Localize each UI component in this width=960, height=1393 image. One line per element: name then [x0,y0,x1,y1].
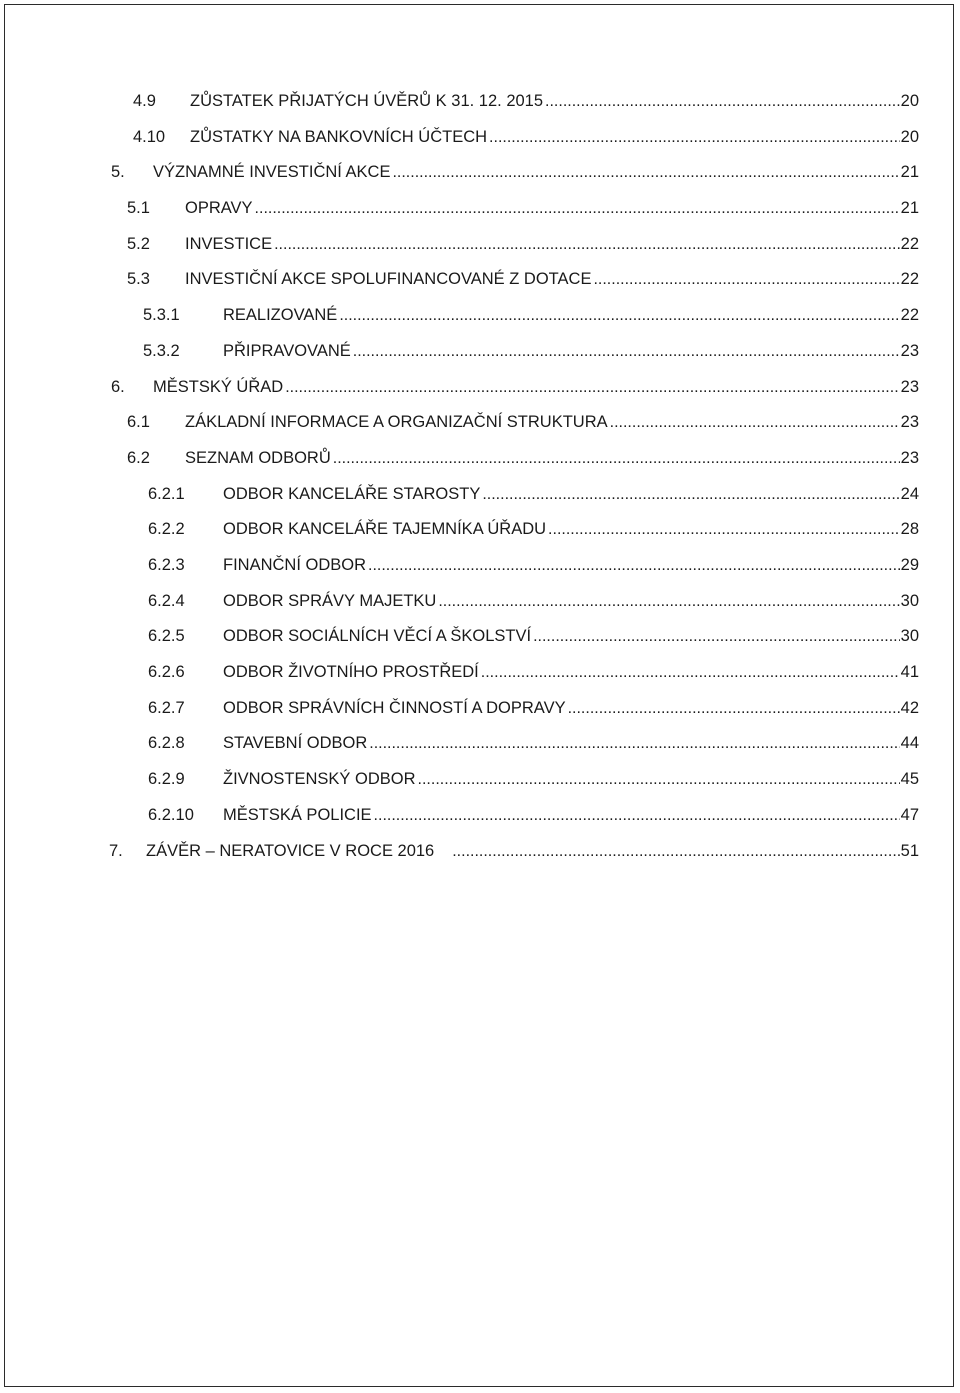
toc-entry-page: 51 [900,842,919,860]
toc-dot-leader [255,198,900,219]
toc-entry-number: 5.3 [127,270,150,288]
toc-entry[interactable] [127,198,919,219]
toc-entry-title: ŽIVNOSTENSKÝ ODBOR [223,770,416,788]
toc-entry[interactable] [148,805,919,826]
toc-entry-page: 20 [900,128,919,146]
document-page [4,4,954,1387]
toc-dot-leader [489,127,900,148]
toc-entry-page: 21 [900,199,919,217]
toc-entry-number: 6.2.6 [148,663,185,681]
toc-entry-page: 47 [900,806,919,824]
toc-entry-number: 6.2.5 [148,627,185,645]
toc-dot-leader [285,377,899,398]
toc-entry-number: 6.2.2 [148,520,185,538]
toc-entry-page: 23 [900,342,919,360]
toc-entry-number: 6.2 [127,449,150,467]
toc-entry[interactable] [148,519,919,540]
toc-entry[interactable] [148,769,919,790]
toc-entry-number: 6.2.1 [148,485,185,503]
toc-dot-leader [610,412,900,433]
toc-entry-number: 6.1 [127,413,150,431]
toc-entry-title: ZŮSTATKY NA BANKOVNÍCH ÚČTECH [190,128,488,146]
toc-entry[interactable] [143,305,919,326]
toc-entry-number: 4.10 [133,128,166,146]
toc-entry-title: INVESTIČNÍ AKCE SPOLUFINANCOVANÉ Z DOTACE [185,270,592,288]
toc-entry[interactable] [111,377,919,398]
toc-entry-title: INVESTICE [185,235,273,253]
toc-entry-number: 5.2 [127,235,150,253]
toc-entry-number: 5. [111,163,125,181]
toc-entry-page: 22 [900,306,919,324]
toc-dot-leader [368,555,900,576]
toc-entry[interactable] [148,698,919,719]
toc-entry-number: 6.2.3 [148,556,185,574]
toc-entry-title: SEZNAM ODBORŮ [185,449,331,467]
toc-entry[interactable] [133,127,919,148]
toc-dot-leader [333,448,900,469]
toc-dot-leader [481,662,900,683]
toc-entry-page: 28 [900,520,919,538]
toc-entry[interactable] [127,269,919,290]
toc-entry[interactable] [109,841,919,862]
toc-entry[interactable] [127,234,919,255]
toc-entry-page: 30 [900,627,919,645]
toc-entry-title: ODBOR SPRÁVY MAJETKU [223,592,437,610]
toc-entry-title: ODBOR KANCELÁŘE STAROSTY [223,485,481,503]
toc-entry[interactable] [148,733,919,754]
toc-entry-page: 23 [900,449,919,467]
toc-dot-leader [353,341,900,362]
toc-entry[interactable] [127,412,919,433]
toc-entry-number: 6.2.7 [148,699,185,717]
toc-entry-title: ODBOR SOCIÁLNÍCH VĚCÍ A ŠKOLSTVÍ [223,627,532,645]
toc-entry-page: 24 [900,485,919,503]
toc-dot-leader [593,269,899,290]
toc-entry[interactable] [148,591,919,612]
toc-entry-title: ODBOR ŽIVOTNÍHO PROSTŘEDÍ [223,663,479,681]
toc-entry-page: 41 [900,663,919,681]
toc-entry-number: 6. [111,378,125,396]
toc-entry-page: 23 [900,413,919,431]
toc-entry-number: 5.3.2 [143,342,180,360]
toc-entry-page: 44 [900,734,919,752]
toc-dot-leader [545,91,900,112]
toc-entry-title: STAVEBNÍ ODBOR [223,734,368,752]
toc-entry[interactable] [148,662,919,683]
toc-entry-page: 45 [900,770,919,788]
toc-entry-page: 29 [900,556,919,574]
toc-entry[interactable] [148,555,919,576]
toc-entry-number: 6.2.10 [148,806,194,824]
toc-entry-number: 6.2.9 [148,770,185,788]
toc-entry-title: VÝZNAMNÉ INVESTIČNÍ AKCE [153,163,391,181]
toc-entry-page: 22 [900,235,919,253]
toc-entry[interactable] [148,626,919,647]
toc-entry-page: 30 [900,592,919,610]
toc-entry-title: ZŮSTATEK PŘIJATÝCH ÚVĚRŮ K 31. 12. 2015 [190,92,544,110]
toc-entry-title: ODBOR SPRÁVNÍCH ČINNOSTÍ A DOPRAVY [223,699,566,717]
toc-entry[interactable] [111,162,919,183]
toc-dot-leader [418,769,900,790]
toc-entry-title: OPRAVY [185,199,253,217]
toc-dot-leader [533,626,900,647]
toc-entry-number: 6.2.4 [148,592,185,610]
toc-entry[interactable] [148,484,919,505]
toc-dot-leader [482,484,899,505]
toc-dot-leader [548,519,900,540]
toc-entry-page: 42 [900,699,919,717]
toc-dot-leader [339,305,899,326]
toc-entry-title: ZÁKLADNÍ INFORMACE A ORGANIZAČNÍ STRUKTURA [185,413,608,431]
toc-entry-number: 4.9 [133,92,156,110]
toc-entry-title: MĚSTSKÝ ÚŘAD [153,378,284,396]
toc-entry-title: PŘIPRAVOVANÉ [223,342,351,360]
toc-entry[interactable] [143,341,919,362]
toc-entry-page: 21 [900,163,919,181]
toc-entry-page: 22 [900,270,919,288]
toc-entry-title: ZÁVĚR – NERATOVICE V ROCE 2016 [146,842,435,860]
toc-dot-leader [274,234,900,255]
toc-entry-page: 23 [900,378,919,396]
toc-entry-title: MĚSTSKÁ POLICIE [223,806,372,824]
toc-entry[interactable] [127,448,919,469]
toc-dot-leader [438,591,899,612]
toc-entry-number: 7. [109,842,123,860]
toc-dot-leader [392,162,899,183]
toc-dot-leader [369,733,899,754]
toc-entry-title: FINANČNÍ ODBOR [223,556,367,574]
toc-dot-leader [374,805,900,826]
toc-entry[interactable] [133,91,919,112]
toc-dot-leader [452,841,899,862]
toc-entry-title: REALIZOVANÉ [223,306,338,324]
toc-entry-number: 5.1 [127,199,150,217]
toc-dot-leader [568,698,900,719]
toc-entry-page: 20 [900,92,919,110]
toc-entry-number: 5.3.1 [143,306,180,324]
toc-entry-number: 6.2.8 [148,734,185,752]
toc-entry-title: ODBOR KANCELÁŘE TAJEMNÍKA ÚŘADU [223,520,547,538]
